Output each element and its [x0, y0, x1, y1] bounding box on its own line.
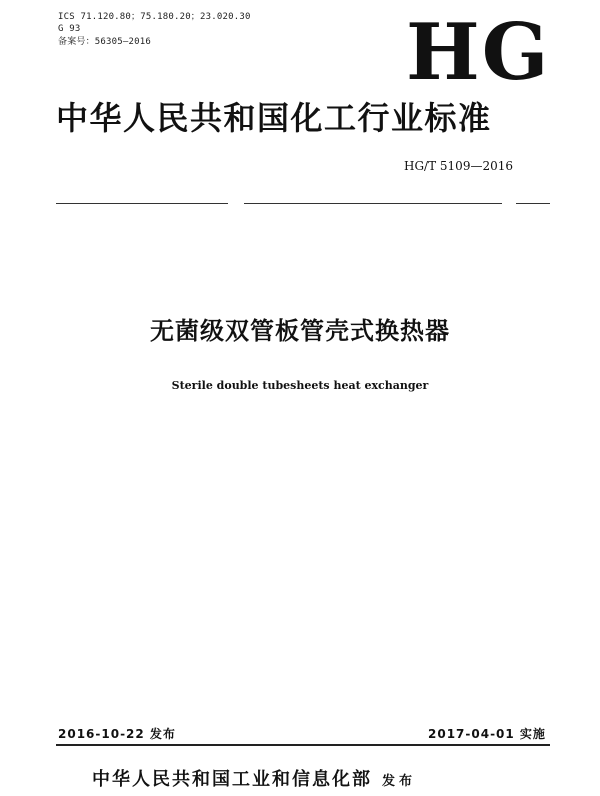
publisher-name: 中华人民共和国工业和信息化部: [92, 769, 372, 790]
divider-rule-right: [516, 203, 550, 204]
record-number: 备案号：56305—2016: [58, 37, 151, 47]
document-title-en: Sterile double tubesheets heat exchanger: [171, 379, 429, 392]
ics-code: ICS 71.120.80；75.180.20；23.020.30: [58, 12, 251, 22]
divider-rule-left: [56, 203, 228, 204]
divider-rule-middle: [244, 203, 502, 204]
classification-code: G 93: [58, 24, 81, 34]
release-date: 2016-10-22 发布: [58, 727, 176, 741]
bottom-rule: [56, 744, 550, 746]
hg-logo: HG: [406, 7, 551, 98]
implementation-date: 2017-04-01 实施: [428, 727, 546, 741]
publish-label: 发布: [382, 774, 417, 789]
publisher-line: [92, 768, 416, 794]
document-title-cn: 无菌级双管板管壳式换热器: [150, 317, 450, 345]
standard-code: HG/T 5109—2016: [404, 159, 513, 173]
industry-standard-title: 中华人民共和国化工行业标准: [56, 99, 492, 137]
